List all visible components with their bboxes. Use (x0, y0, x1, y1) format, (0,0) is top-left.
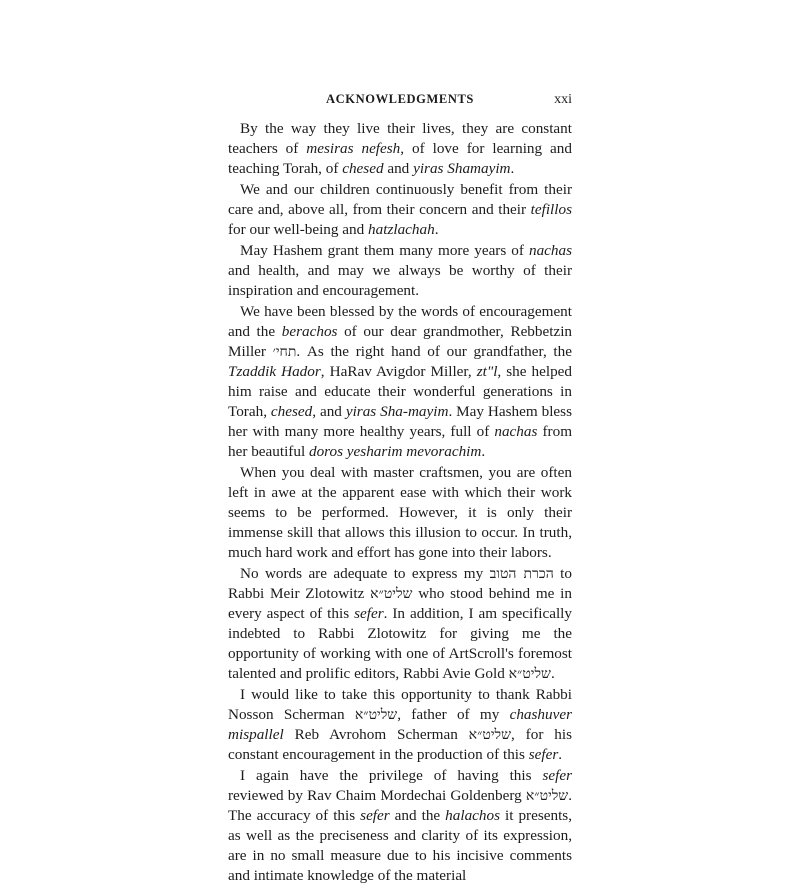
italic-term: doros yesharim mevorachim (308, 443, 482, 460)
page-number: xxi (554, 92, 572, 107)
italic-term: chesed (270, 403, 313, 420)
text-run: , of love for learning and teaching Torah, of (228, 140, 572, 177)
text-run: By the way they live their lives, they are constant teachers of (228, 120, 572, 157)
text-run: We have been blessed by the words of encouragement and the (228, 303, 572, 340)
text-run: it presents, as well as the preciseness and clarity of its expression, are in no small measure due to his incisive comments and intimate knowledge of the material (228, 807, 573, 884)
text-run: , HaRav Avigdor Miller, (320, 363, 477, 380)
running-head (228, 92, 572, 112)
hebrew-term: הכרת הטוב (489, 566, 554, 582)
text-run: from her beautiful (228, 423, 573, 460)
text-run: . (434, 221, 439, 238)
italic-term: sefer (360, 807, 390, 824)
paragraph (228, 302, 572, 462)
text-run: . (558, 746, 563, 763)
italic-term: nachas (494, 423, 538, 440)
paragraph (228, 119, 572, 179)
text-run: , father of my (397, 706, 510, 723)
italic-term: chashuver mispallel (228, 706, 572, 743)
text-run: I would like to take this opportunity to thank Rabbi Nosson Scherman (228, 686, 572, 723)
text-run: and health, and may we always be worthy of their inspiration and encouragement. (228, 262, 572, 299)
text-run: I again have the privilege of having this (240, 767, 543, 784)
paragraph (228, 564, 572, 684)
text-run: , and (312, 403, 346, 420)
paragraph (228, 463, 572, 563)
text-run: We and our children continuously benefit from their care and, above all, from their concern and their (228, 181, 572, 218)
text-run: of our dear grandmother, Rebbetzin Miller (228, 323, 573, 360)
text-run: reviewed by Rav Chaim Mordechai Goldenberg (228, 787, 526, 804)
hebrew-term: שליט״א (354, 707, 398, 723)
running-title: ACKNOWLEDGMENTS (326, 92, 474, 106)
italic-term: halachos (445, 807, 501, 824)
text-run: who stood behind me in every aspect of this (228, 585, 572, 622)
text-run: . The accuracy of this (228, 787, 572, 824)
text-run: for our well-being and (228, 221, 369, 238)
text-run: , for his constant encouragement in the production of this (228, 726, 572, 763)
italic-term: berachos (281, 323, 338, 340)
text-run: . (550, 665, 555, 682)
italic-term: nachas (528, 242, 572, 259)
hebrew-term: שליט״א (508, 666, 551, 682)
hebrew-term: תחי׳ (272, 344, 297, 360)
italic-term: yiras Shamayim (413, 160, 511, 177)
text-run: No words are adequate to express my (240, 565, 490, 582)
italic-term: yiras Sha-mayim (345, 403, 449, 420)
italic-term: chesed (342, 160, 384, 177)
text-run: When you deal with master craftsmen, you are often left in awe at the apparent ease with which their work seems to be performed. However, it is only their immense skill that allows this illusion to occur. In truth, much hard work and effort has gone into their labors. (228, 464, 572, 561)
text-run: , she helped him raise and educate their wonderful generations in Torah, (228, 363, 573, 420)
text-run: Reb Avrohom Scherman (283, 726, 469, 743)
italic-term: sefer (354, 605, 384, 622)
text-run: . In addition, I am specifically indebted to Rabbi Zlotowitz for giving me the opportunity of working with one of ArtScroll's foremost talented and prolific editors, Rabbi Avie Gold (228, 605, 572, 682)
paragraph (228, 766, 572, 886)
paragraph (228, 685, 572, 765)
italic-term: tefillos (530, 201, 572, 218)
italic-term: sefer (528, 746, 559, 763)
hebrew-term: שליט״א (525, 788, 569, 804)
text-run: . As the right hand of our grandfather, the (296, 343, 572, 360)
text-run: and the (389, 807, 446, 824)
italic-term: sefer (542, 767, 572, 784)
text-run: to Rabbi Meir Zlotowitz (228, 565, 572, 602)
body-text (228, 119, 573, 884)
italic-term: Tzaddik Hador (228, 363, 321, 380)
italic-term: zt"l (476, 363, 498, 380)
italic-term: hatzlachah (368, 221, 435, 238)
paragraph (228, 180, 572, 240)
paragraph (228, 241, 572, 301)
text-run: . May Hashem bless her with many more healthy years, full of (228, 403, 572, 440)
hebrew-term: שליט״א (468, 727, 511, 743)
hebrew-term: שליט״א (370, 586, 413, 602)
text-run: . (510, 160, 515, 177)
italic-term: mesiras nefesh (306, 140, 401, 157)
text-run: . (481, 443, 486, 460)
text-run: May Hashem grant them many more years of (240, 242, 529, 259)
text-run: and (383, 160, 414, 177)
